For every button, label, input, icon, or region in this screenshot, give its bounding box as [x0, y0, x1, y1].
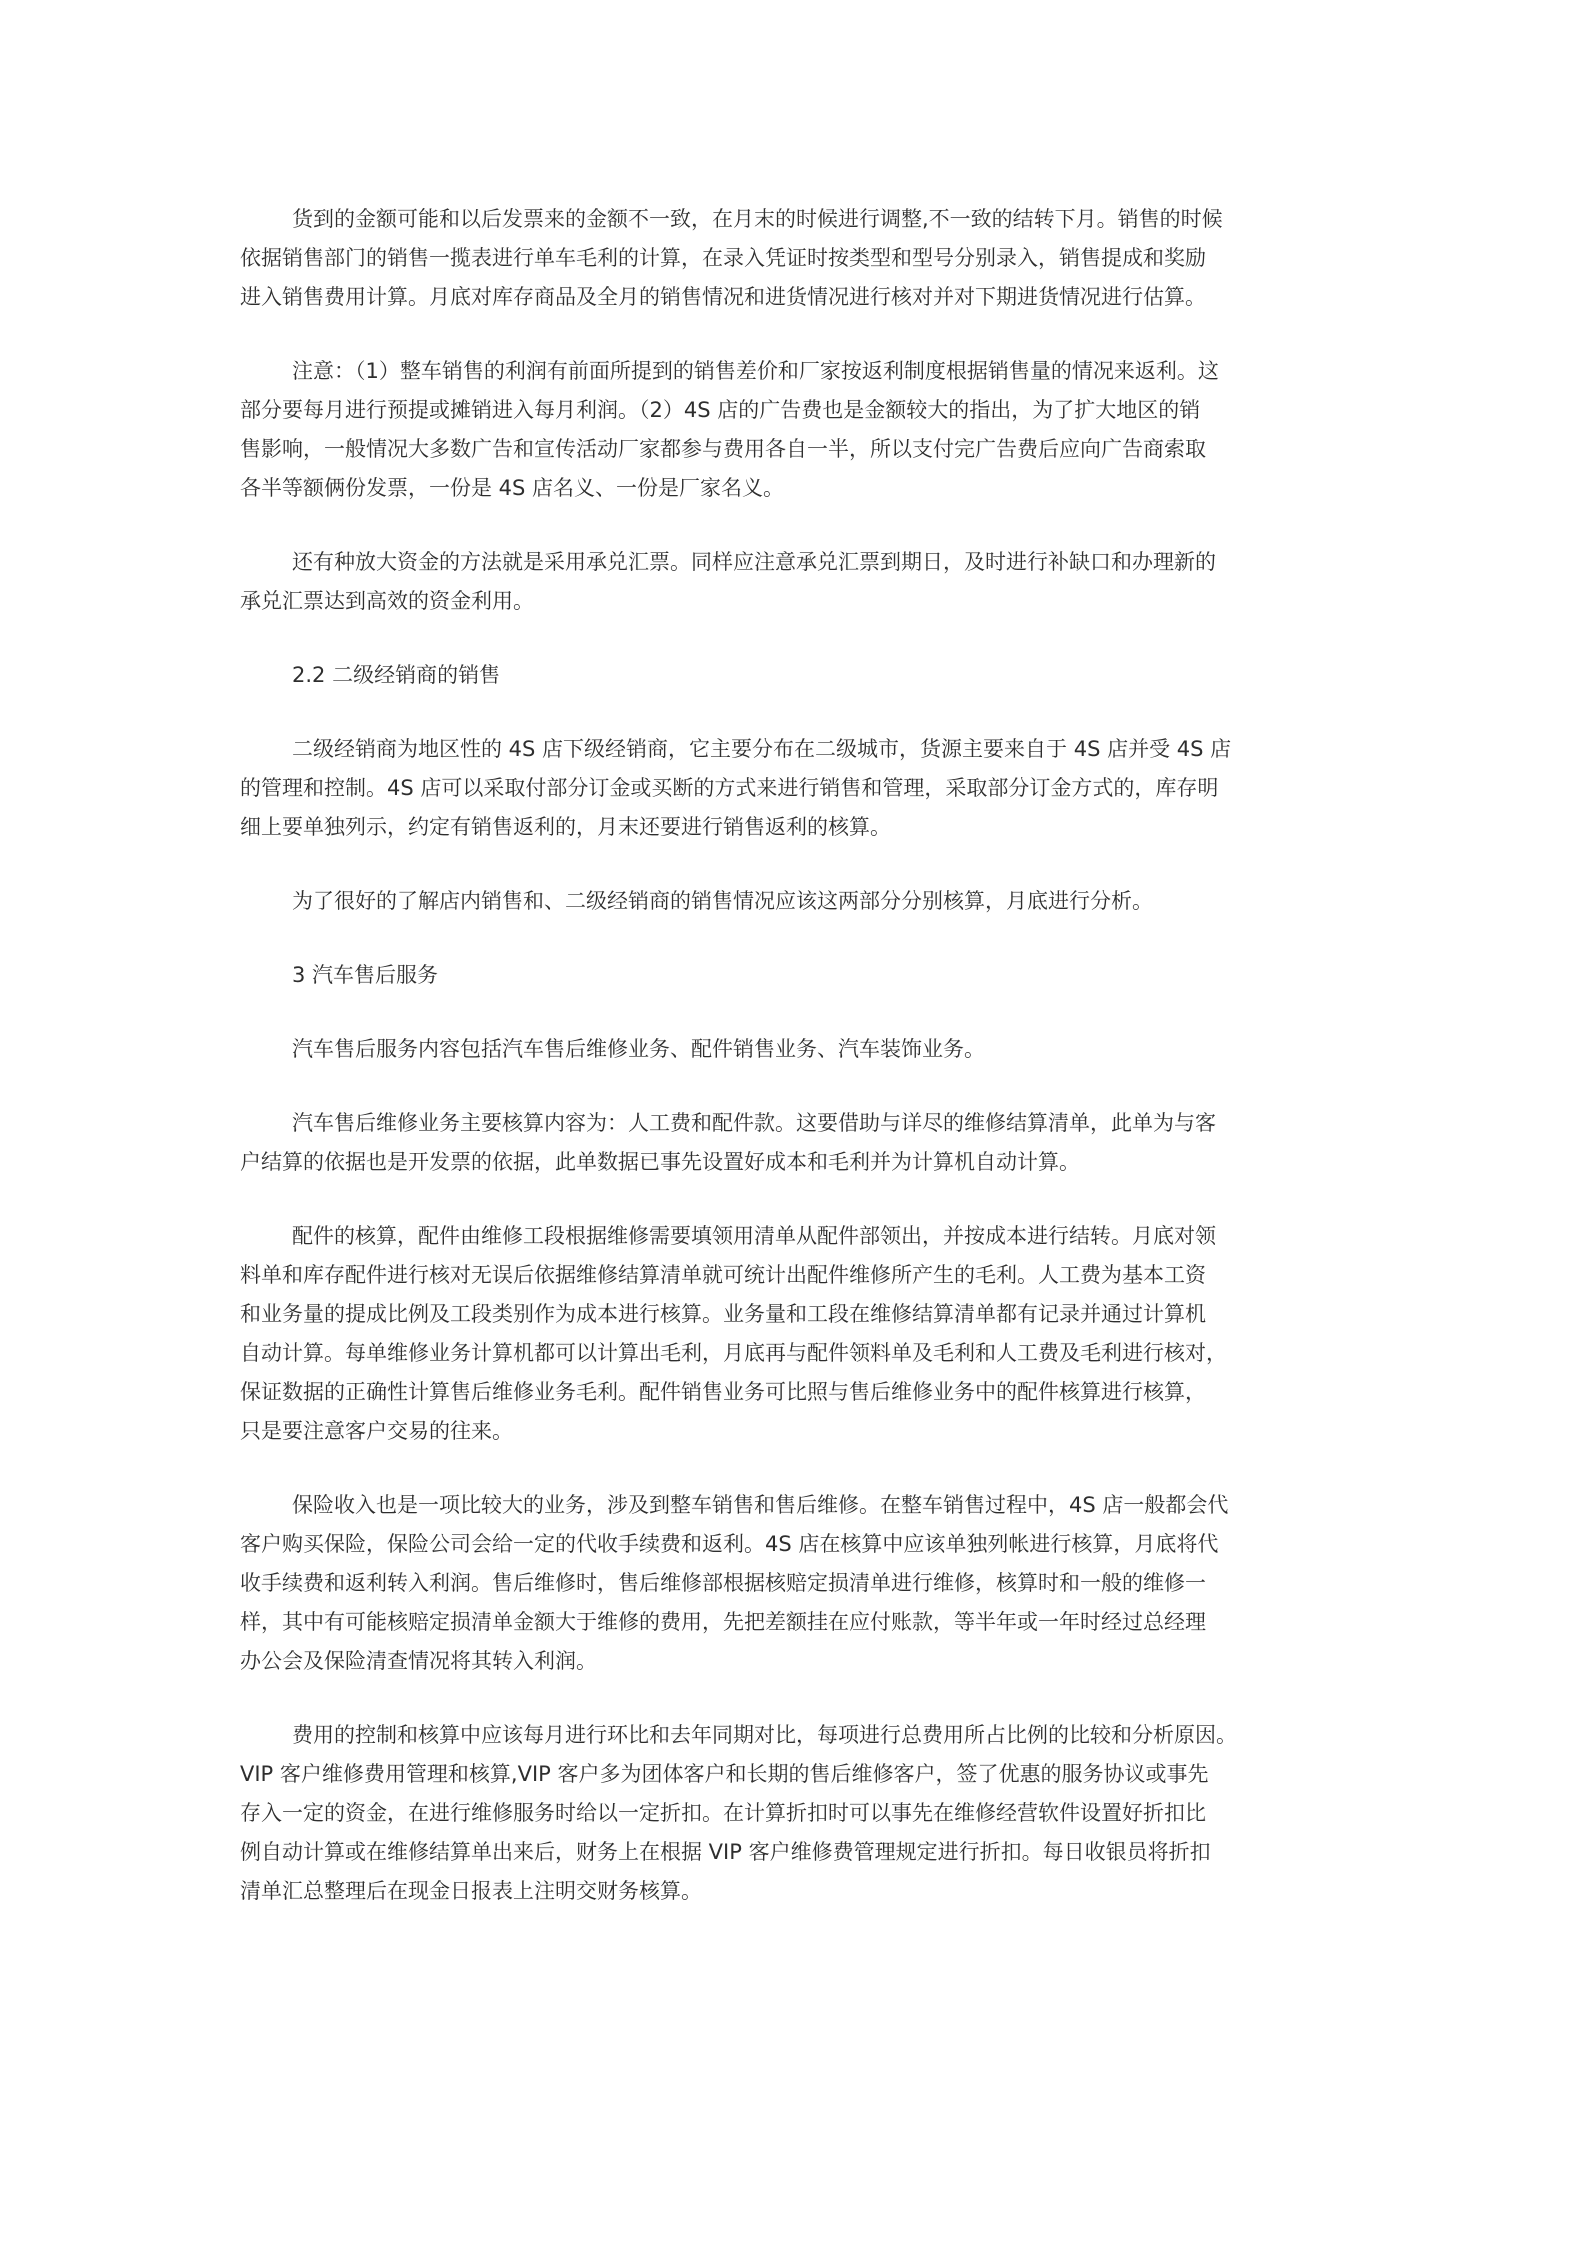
paragraph-line: 配件的核算，配件由维修工段根据维修需要填领用清单从配件部领出，并按成本进行结转。月底对领 [292, 1224, 1216, 1248]
paragraph-line: 汽车售后服务内容包括汽车售后维修业务、配件销售业务、汽车装饰业务。 [292, 1037, 985, 1061]
paragraph-line: 费用的控制和核算中应该每月进行环比和去年同期对比，每项进行总费用所占比例的比较和分析原因。 [292, 1723, 1237, 1747]
paragraph-line: 二级经销商为地区性的 4S 店下级经销商，它主要分布在二级城市，货源主要来自于 4S 店并受 4S 店 [292, 737, 1232, 761]
paragraph-line: 客户购买保险，保险公司会给一定的代收手续费和返利。4S 店在核算中应该单独列帐进行核算，月底将代 [240, 1532, 1219, 1556]
paragraph [240, 1716, 1354, 1911]
paragraph [240, 1030, 1354, 1069]
paragraph [240, 543, 1354, 621]
paragraph-line: 收手续费和返利转入利润。售后维修时，售后维修部根据核赔定损清单进行维修，核算时和一般的维修一 [240, 1571, 1206, 1595]
paragraph-line: 还有种放大资金的方法就是采用承兑汇票。同样应注意承兑汇票到期日，及时进行补缺口和办理新的 [292, 550, 1216, 574]
paragraph-line: 依据销售部门的销售一揽表进行单车毛利的计算，在录入凭证时按类型和型号分别录入，销售提成和奖励 [240, 246, 1206, 270]
paragraph [240, 1104, 1354, 1182]
section-heading: 2.2 二级经销商的销售 [292, 663, 501, 687]
paragraph-line: 汽车售后维修业务主要核算内容为：人工费和配件款。这要借助与详尽的维修结算清单，此单为与客 [292, 1111, 1216, 1135]
paragraph [240, 1217, 1354, 1451]
paragraph-line: 存入一定的资金，在进行维修服务时给以一定折扣。在计算折扣时可以事先在维修经营软件设置好折扣比 [240, 1801, 1206, 1825]
section-heading: 3 汽车售后服务 [292, 963, 439, 987]
paragraph-line: 和业务量的提成比例及工段类别作为成本进行核算。业务量和工段在维修结算清单都有记录并通过计算机 [240, 1302, 1206, 1326]
paragraph-line: 清单汇总整理后在现金日报表上注明交财务核算。 [240, 1879, 702, 1903]
document-body [240, 200, 1354, 1946]
paragraph-line: 办公会及保险清查情况将其转入利润。 [240, 1649, 597, 1673]
paragraph [240, 200, 1354, 317]
paragraph-line: 料单和库存配件进行核对无误后依据维修结算清单就可统计出配件维修所产生的毛利。人工费为基本工资 [240, 1263, 1206, 1287]
paragraph [240, 352, 1354, 508]
paragraph-line: 例自动计算或在维修结算单出来后，财务上在根据 VIP 客户维修费管理规定进行折扣。每日收银员将折扣 [240, 1840, 1211, 1864]
paragraph-line: 的管理和控制。4S 店可以采取付部分订金或买断的方式来进行销售和管理，采取部分订金方式的，库存明 [240, 776, 1219, 800]
paragraph-line: 细上要单独列示，约定有销售返利的，月末还要进行销售返利的核算。 [240, 815, 891, 839]
paragraph-line: 承兑汇票达到高效的资金利用。 [240, 589, 534, 613]
paragraph-line: 户结算的依据也是开发票的依据，此单数据已事先设置好成本和毛利并为计算机自动计算。 [240, 1150, 1080, 1174]
paragraph-line: 进入销售费用计算。月底对库存商品及全月的销售情况和进货情况进行核对并对下期进货情况进行估算。 [240, 285, 1206, 309]
paragraph-line: 样，其中有可能核赔定损清单金额大于维修的费用，先把差额挂在应付账款，等半年或一年时经过总经理 [240, 1610, 1206, 1634]
paragraph-line: 自动计算。每单维修业务计算机都可以计算出毛利，月底再与配件领料单及毛利和人工费及毛利进行核对， [240, 1341, 1227, 1365]
paragraph-line: 为了很好的了解店内销售和、二级经销商的销售情况应该这两部分分别核算，月底进行分析。 [292, 889, 1153, 913]
paragraph-line: 只是要注意客户交易的往来。 [240, 1419, 513, 1443]
paragraph-line: 部分要每月进行预提或摊销进入每月利润。（2）4S 店的广告费也是金额较大的指出，为了扩大地区的销 [240, 398, 1201, 422]
paragraph-line: 保险收入也是一项比较大的业务，涉及到整车销售和售后维修。在整车销售过程中，4S 店一般都会代 [292, 1493, 1229, 1517]
paragraph-line: 货到的金额可能和以后发票来的金额不一致，在月末的时候进行调整,不一致的结转下月。销售的时候 [292, 207, 1223, 231]
paragraph-line: 售影响，一般情况大多数广告和宣传活动厂家都参与费用各自一半，所以支付完广告费后应向广告商索取 [240, 437, 1206, 461]
paragraph [240, 882, 1354, 921]
paragraph [240, 730, 1354, 847]
paragraph [240, 1486, 1354, 1681]
paragraph-line: 注意：（1）整车销售的利润有前面所提到的销售差价和厂家按返利制度根据销售量的情况来返利。这 [292, 359, 1219, 383]
paragraph-line: VIP 客户维修费用管理和核算,VIP 客户多为团体客户和长期的售后维修客户，签了优惠的服务协议或事先 [240, 1762, 1209, 1786]
paragraph-line: 各半等额俩份发票，一份是 4S 店名义、一份是厂家名义。 [240, 476, 785, 500]
paragraph-line: 保证数据的正确性计算售后维修业务毛利。配件销售业务可比照与售后维修业务中的配件核算进行核算， [240, 1380, 1206, 1404]
